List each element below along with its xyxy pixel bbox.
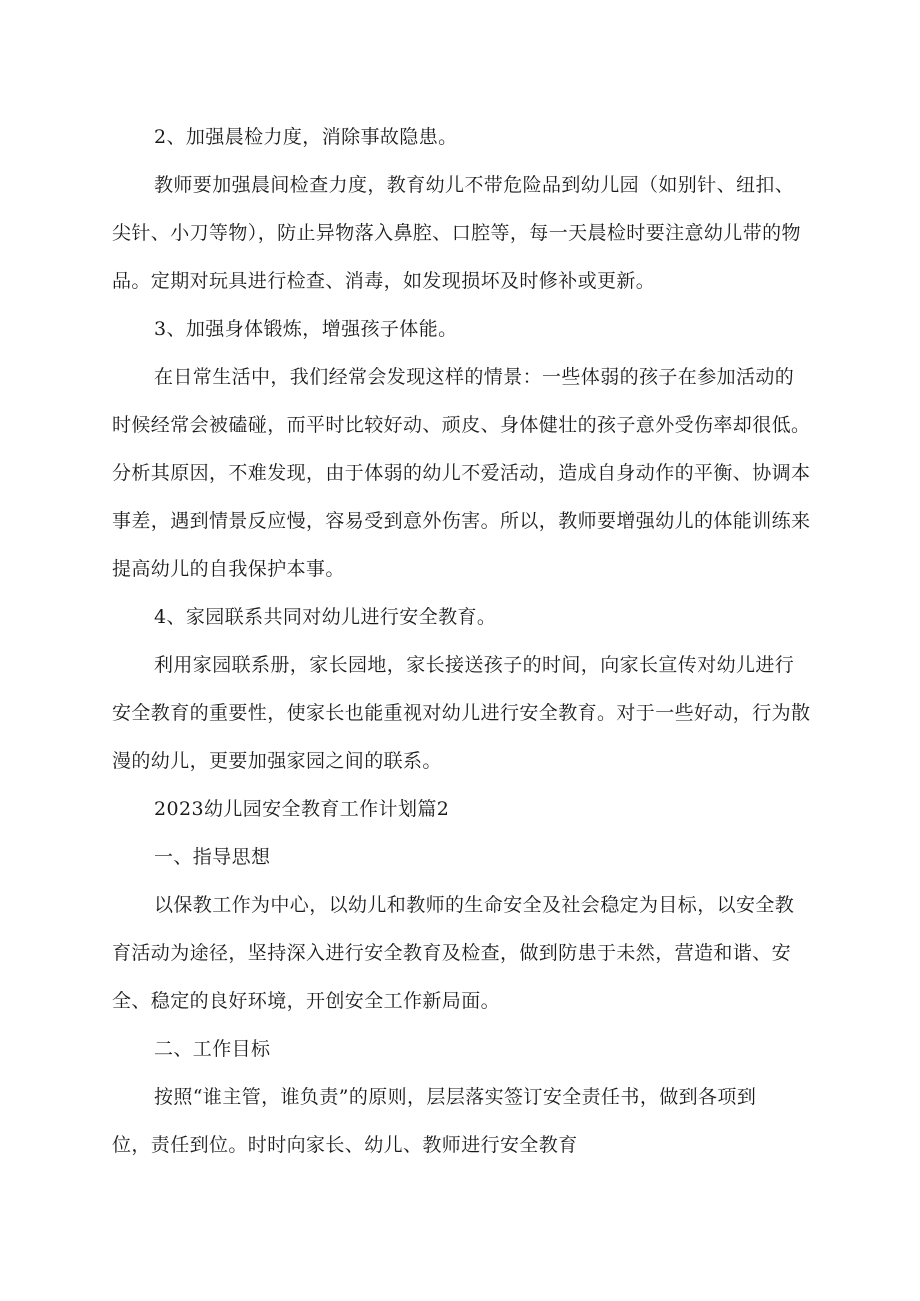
document-subtitle: 2023幼儿园安全教育工作计划篇2	[154, 798, 450, 820]
document-page	[112, 113, 812, 1169]
section-heading-guiding-ideology: 一、指导思想	[154, 846, 271, 868]
paragraph-morning-check: 教师要加强晨间检查力度，教育幼儿不带危险品到幼儿园（如别针、纽扣、尖针、小刀等物），防止异物落入鼻腔、口腔等，每一天晨检时要注意幼儿带的物品。定期对玩具进行检查、消毒，如发现损坏及时修补或更新。	[112, 174, 801, 292]
section-heading-home-school: 4、家园联系共同对幼儿进行安全教育。	[154, 606, 497, 628]
paragraph-home-school: 利用家园联系册，家长园地，家长接送孩子的时间，向家长宣传对幼儿进行安全教育的重要性，使家长也能重视对幼儿进行安全教育。对于一些好动，行为散漫的幼儿，更要加强家园之间的联系。	[112, 654, 811, 772]
section-heading-physical-exercise: 3、加强身体锻炼，增强孩子体能。	[154, 318, 458, 340]
section-heading-morning-check: 2、加强晨检力度，消除事故隐患。	[154, 126, 458, 148]
paragraph-guiding-ideology: 以保教工作为中心，以幼儿和教师的生命安全及社会稳定为目标，以安全教育活动为途径，坚持深入进行安全教育及检查，做到防患于未然，营造和谐、安全、稳定的良好环境，开创安全工作新局面。	[112, 894, 795, 1012]
section-heading-work-goals: 二、工作目标	[154, 1038, 271, 1060]
paragraph-work-goals: 按照“谁主管，谁负责”的原则，层层落实签订安全责任书，做到各项到位，责任到位。时时向家长、幼儿、教师进行安全教育	[112, 1086, 757, 1156]
paragraph-physical-exercise: 在日常生活中，我们经常会发现这样的情景：一些体弱的孩子在参加活动的时候经常会被磕碰，而平时比较好动、顽皮、身体健壮的孩子意外受伤率却很低。分析其原因，不难发现，由于体弱的幼儿不爱活动，造成自身动作的平衡、协调本事差，遇到情景反应慢，容易受到意外伤害。所以，教师要增强幼儿的体能训练来提高幼儿的自我保护本事。	[112, 366, 811, 580]
